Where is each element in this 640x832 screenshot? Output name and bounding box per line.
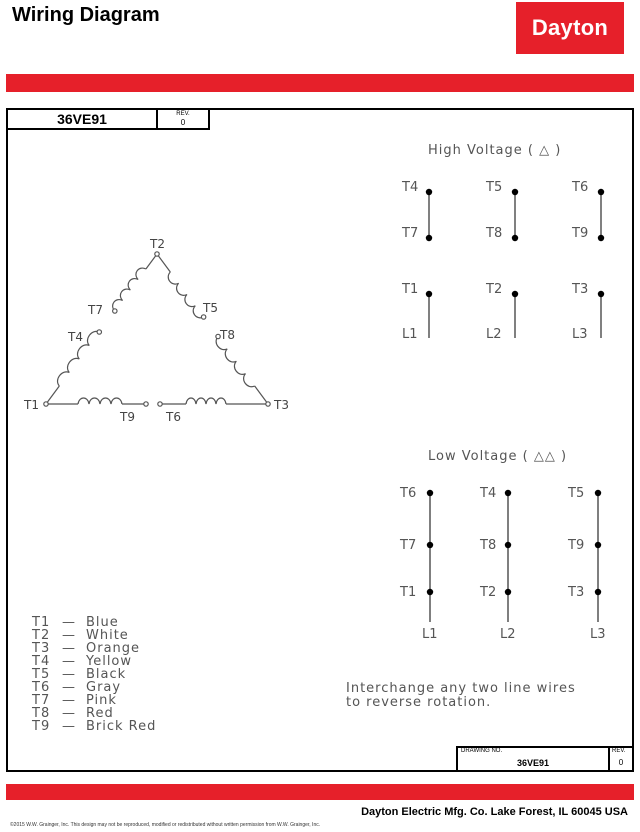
winding-coil [216,337,255,387]
lv-dot [505,490,511,496]
winding-coil [78,398,122,404]
legend-terminal: T5 [32,667,51,682]
lv-dot [427,542,433,548]
hv-dot [598,291,604,297]
winding-coil [168,272,203,318]
lv-label: T5 [568,486,585,501]
legend-color-name: Blue [86,615,119,630]
hv-label: T4 [402,180,419,195]
legend-dash: — [62,693,76,708]
drawing-number: 36VE91 [516,758,550,768]
delta-label-t4: T4 [68,330,83,344]
legend-terminal: T3 [32,641,51,656]
legend-terminal: T6 [32,680,51,695]
drawing-revision-box [608,746,634,772]
lv-label: T8 [480,538,497,553]
legend-dash: — [62,628,76,643]
lv-dot [427,589,433,595]
note-line-2: to reverse rotation. [346,695,492,710]
color-legend [31,615,156,734]
hv-label: L1 [402,327,418,342]
terminal-dot [158,402,162,406]
lv-label: T3 [568,585,585,600]
lv-label: T7 [400,538,417,553]
lv-dot [595,542,601,548]
delta-label-t2: T2 [150,237,165,251]
legend-color-name: Red [86,706,114,721]
lv-dot [595,490,601,496]
legend-dash: — [62,680,76,695]
revision-label: REV. [176,111,190,117]
note-line-1: Interchange any two line wires [346,681,576,696]
hv-dot [426,291,432,297]
delta-terminal-labels [23,237,289,424]
hv-label: T1 [402,282,419,297]
legend-dash: — [62,654,76,669]
delta-label-t3: T3 [274,398,289,412]
lv-label: T9 [568,538,585,553]
hv-dot [512,189,518,195]
terminal-dot [266,402,270,406]
legend-terminal: T8 [32,706,51,721]
lv-label: L3 [590,627,606,642]
legend-terminal: T9 [32,719,51,734]
legend-dash: — [62,706,76,721]
legend-dash: — [62,615,76,630]
delta-label-t1: T1 [24,398,39,412]
hv-label: L2 [486,327,502,342]
low-voltage-diagram [399,486,606,642]
delta-wire [46,386,59,404]
delta-label-t8: T8 [220,328,235,342]
lv-label: L1 [422,627,438,642]
revision-value: 0 [180,118,186,127]
model-number: 36VE91 [57,111,107,127]
legend-dash: — [62,641,76,656]
lv-dot [595,589,601,595]
hv-dot [598,235,604,241]
lv-dot [505,589,511,595]
legend-color-name: Gray [86,680,122,695]
delta-label-t5: T5 [203,301,218,315]
legend-terminal: T4 [32,654,51,669]
delta-wire [255,386,268,404]
lv-label: L2 [500,627,516,642]
terminal-dot [155,252,159,256]
hv-label: T8 [486,226,503,241]
delta-wire [157,254,170,272]
high-voltage-diagram [401,180,604,342]
lv-label: T4 [480,486,497,501]
delta-label-t7: T7 [88,303,103,317]
hv-dot [512,291,518,297]
delta-connection-diagram [44,252,270,406]
legend-terminal: T2 [32,628,51,643]
terminal-dot [113,309,117,313]
hv-label: T9 [572,226,589,241]
company-address: Dayton Electric Mfg. Co. Lake Forest, IL 60045 USA [361,806,628,818]
hv-label: T2 [486,282,503,297]
hv-label: T7 [402,226,419,241]
legend-color-name: Black [86,667,127,682]
winding-coil [113,268,146,311]
page-title: Wiring Diagram [12,4,160,26]
hv-label: T6 [572,180,589,195]
legend-dash: — [62,719,76,734]
legend-color-name: White [86,628,129,643]
drawing-revision-value: 0 [618,758,624,767]
lv-label: T1 [400,585,417,600]
winding-coil [186,398,226,404]
legend-color-name: Brick Red [86,719,157,734]
dayton-logo: Dayton [516,2,624,54]
legend-color-name: Pink [86,693,117,708]
high-voltage-title: High Voltage ( △ ) [428,143,562,158]
drawing-revision-label: REV. [612,748,626,754]
lv-dot [505,542,511,548]
delta-label-t6: T6 [166,410,181,424]
delta-label-t9: T9 [120,410,135,424]
lv-label: T6 [400,486,417,501]
hv-dot [426,235,432,241]
legend-terminal: T1 [32,615,51,630]
copyright-notice: ©2015 W.W. Grainger, Inc. This design may not be reproduced, modified or redistributed without written permission from W.W. Grainger, Inc. [10,822,321,828]
drawing-number-box [456,746,610,772]
terminal-dot [97,330,101,334]
lv-label: T2 [480,585,497,600]
hv-label: L3 [572,327,588,342]
hv-dot [598,189,604,195]
terminal-dot [201,315,205,319]
legend-dash: — [62,667,76,682]
hv-label: T3 [572,282,589,297]
terminal-dot [144,402,148,406]
low-voltage-title: Low Voltage ( △△ ) [428,449,568,464]
hv-dot [512,235,518,241]
bottom-red-bar [6,784,634,800]
legend-color-name: Orange [86,641,141,656]
lv-dot [427,490,433,496]
terminal-dot [44,402,48,406]
hv-label: T5 [486,180,503,195]
hv-dot [426,189,432,195]
legend-color-name: Yellow [86,654,133,669]
legend-terminal: T7 [32,693,51,708]
drawing-number-label: DRAWING NO. [461,748,503,754]
